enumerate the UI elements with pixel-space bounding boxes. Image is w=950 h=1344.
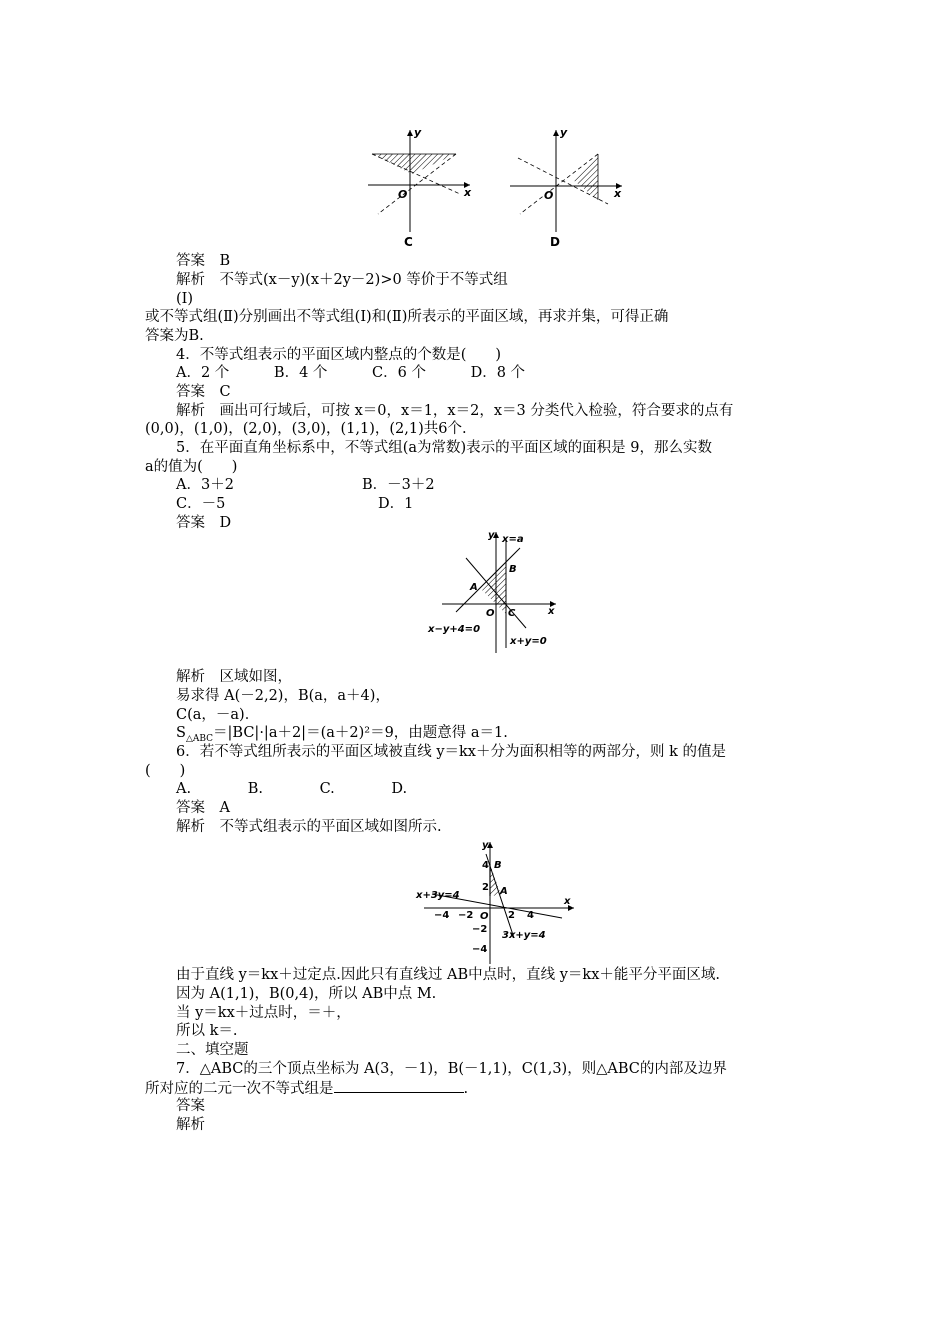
q7-answer-blank[interactable]: [334, 1078, 464, 1093]
point-label-b: B: [509, 564, 517, 575]
tick-y-2: 2: [482, 882, 489, 893]
line-label-x-equals-a: x=a: [502, 534, 524, 545]
q5-analysis-line3: $S_{\triangle ABC}=|BC|\cdot|a+2|=(a+2)^2=9$，由题意得 a＝1.: [176, 725, 508, 744]
axis-label-y: y: [414, 126, 422, 139]
q7-stem: 7．△ABC的三个顶点坐标为 A(3，－1)，B(－1,1)，C(1,3)，则△ABC的内部及边界: [176, 1061, 727, 1077]
point-label-a: A: [500, 886, 508, 897]
tick-y-minus-4: −4: [472, 944, 488, 955]
origin-label: O: [486, 608, 495, 619]
origin-label: O: [480, 911, 489, 922]
q4-analysis: 解析 画出可行域后，可按 x＝0，x＝1，x＝2，x＝3 分类代入检验，符合要求的点有: [176, 403, 734, 419]
point-label-a: A: [470, 582, 478, 593]
q6-options: [176, 780, 407, 798]
q5-option-d: D．1: [378, 496, 414, 512]
axis-label-x: x: [548, 606, 555, 617]
tick-y-minus-2: −2: [472, 924, 488, 935]
q6-option-a: A.: [176, 781, 192, 797]
figure-c-d: [360, 124, 630, 250]
axis-label-y: y: [482, 840, 489, 851]
tick-x-4: 4: [527, 910, 534, 921]
figure-label-d: D: [550, 235, 560, 249]
q3-analysis-end: 答案为B.: [145, 328, 204, 344]
q5-stem-continued: a的值为( ): [145, 459, 238, 475]
q5-option-a: A．3＋2: [176, 477, 234, 493]
q6-stem-continued: ( ): [145, 763, 186, 779]
q5-figure: [420, 528, 565, 656]
q6-figure: [410, 838, 580, 966]
q4-analysis-continued: (0,0)，(1,0)，(2,0)，(3,0)，(1,1)，(2,1)共6个.: [145, 421, 467, 437]
q5-option-c: C．－5: [176, 496, 226, 512]
q4-option-d: D．8 个: [470, 365, 526, 381]
axis-label-y: y: [560, 126, 568, 139]
section-title-fill-in: 二、填空题: [176, 1042, 249, 1058]
q6-answer: 答案 A: [176, 800, 230, 816]
q5-analysis-line1: 易求得 A(－2,2)，B(a，a＋4)，: [176, 688, 390, 704]
q6-analysis: 解析 不等式组表示的平面区域如图所示.: [176, 819, 442, 835]
q6-option-c: C.: [319, 781, 335, 797]
q5-stem: 5．在平面直角坐标系中，不等式组(a为常数)表示的平面区域的面积是 9，那么实数: [176, 440, 713, 456]
figure-d: [510, 126, 622, 249]
figure-c: [368, 126, 472, 249]
tick-x-2: 2: [508, 910, 515, 921]
line-label-3x-plus-y: 3x+y=4: [502, 930, 546, 941]
q4-option-b: B．4 个: [273, 365, 328, 381]
q3-analysis: 解析 不等式(x－y)(x＋2y－2)>0 等价于不等式组: [176, 272, 508, 288]
q5-analysis-line2: C(a，－a)．: [176, 707, 260, 723]
point-label-c: C: [508, 608, 516, 619]
line-label-x-plus-y: x+y=0: [510, 636, 547, 647]
q5-analysis: 解析 区域如图，: [176, 669, 292, 685]
q6-option-b: B.: [247, 781, 263, 797]
q6-analysis-line2: 因为 A(1,1)，B(0,4)，所以 AB中点 M.: [176, 986, 437, 1002]
point-label-b: B: [494, 860, 502, 871]
tick-x-minus-2: −2: [458, 910, 474, 921]
q4-options: [176, 364, 576, 382]
q6-option-d: D.: [391, 781, 408, 797]
q3-roman-label: (Ⅰ): [176, 291, 194, 307]
figure-label-c: C: [404, 235, 413, 249]
q4-stem: 4．不等式组表示的平面区域内整点的个数是( ): [176, 347, 502, 363]
q3-answer: 答案 B: [176, 253, 231, 269]
q7-analysis: 解析: [176, 1117, 205, 1133]
q4-option-a: A．2 个: [176, 365, 230, 381]
axis-label-y: y: [488, 530, 495, 541]
line-label-x-plus-3y: x+3y=4: [416, 890, 460, 901]
origin-label: O: [398, 188, 408, 201]
q7-stem-continued: 所对应的二元一次不等式组是 .: [145, 1078, 468, 1098]
origin-label: O: [544, 189, 554, 202]
tick-y-4: 4: [482, 860, 489, 871]
tick-x-minus-4: −4: [434, 910, 450, 921]
q3-analysis-continued: 或不等式组(Ⅱ)分别画出不等式组(Ⅰ)和(Ⅱ)所表示的平面区域，再求并集，可得正确: [145, 309, 669, 325]
q6-analysis-line4: 所以 k＝.: [176, 1023, 238, 1039]
axis-label-x: x: [464, 186, 472, 199]
q6-analysis-line3: 当 y＝kx＋过点时，＝＋，: [176, 1005, 351, 1021]
q4-answer: 答案 C: [176, 384, 231, 400]
q6-stem: 6．若不等式组所表示的平面区域被直线 y＝kx＋分为面积相等的两部分，则 k 的值是: [176, 744, 726, 760]
q5-option-b: B．－3＋2: [362, 477, 435, 493]
q6-analysis-line1: 由于直线 y＝kx＋过定点.因此只有直线过 AB中点时，直线 y＝kx＋能平分平面区域.: [176, 967, 720, 983]
axis-label-x: x: [564, 896, 571, 907]
line-label-x-minus-y: x−y+4=0: [428, 624, 481, 635]
q4-option-c: C．6 个: [372, 365, 426, 381]
axis-label-x: x: [614, 187, 622, 200]
q5-answer: 答案 D: [176, 515, 232, 531]
q7-answer: 答案: [176, 1098, 205, 1114]
